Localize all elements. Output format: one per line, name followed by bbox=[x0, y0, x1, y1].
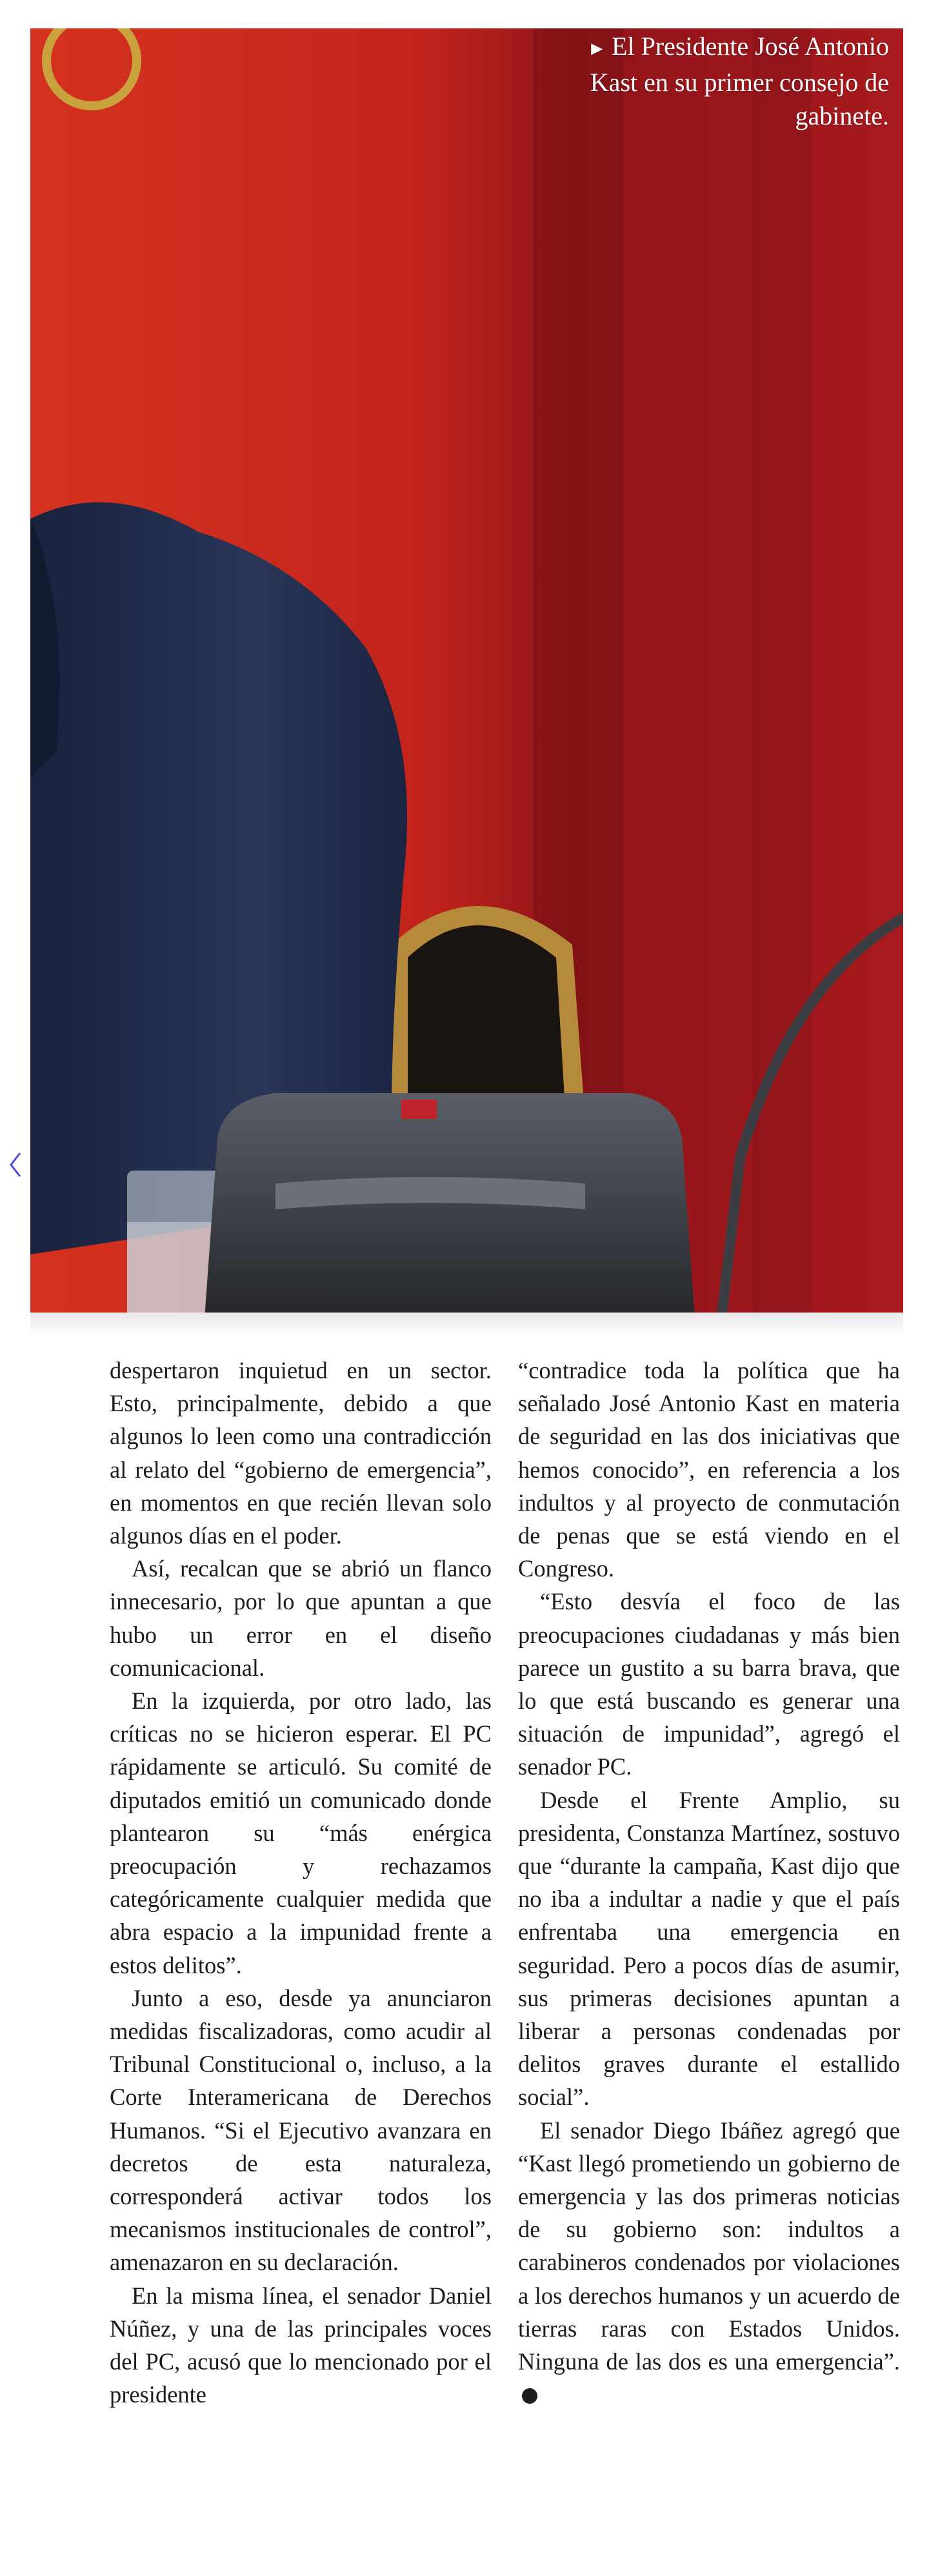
article-paragraph bbox=[518, 1354, 900, 1585]
paragraph-text: despertaron inquietud en un sector. Esto, principalmente, debido a que algunos lo leen como una contradicción al relato del “gobierno de emergencia”, en momentos en que recién llevan solo algunos días en el poder. bbox=[110, 1357, 492, 1549]
paragraph-text: El senador Diego Ibáñez agregó que “Kast llegó prometiendo un gobierno de emergencia y las dos primeras noticias de su gobierno son: indultos a carabineros condenados por violaciones a los derechos humanos y un acuerdo de tierras raras con Estados Unidos. Ninguna de las dos es una emergencia”. bbox=[518, 2117, 900, 2375]
article-paragraph bbox=[518, 1585, 900, 1783]
article-paragraph bbox=[518, 1784, 900, 2114]
paragraph-text: En la izquierda, por otro lado, las críticas no se hicieron esperar. El PC rápidamente se articuló. Su comité de diputados emitió un comunicado donde plantearon su “más enérgica preocupación y rechazamos categóricamente cualquier medida que abra espacio a la impunidad frente a estos delitos”. bbox=[110, 1687, 492, 1978]
photo-caption bbox=[554, 30, 889, 133]
caption-arrow-icon: ► bbox=[587, 38, 607, 59]
paragraph-text: “contradice toda la política que ha señalado José Antonio Kast en materia de seguridad en las dos iniciativas que hemos conocido”, en referencia a los indultos y al proyecto de conmutación de penas que se está viendo en el Congreso. bbox=[518, 1357, 900, 1582]
paragraph-text: Junto a eso, desde ya anunciaron medidas fiscalizadoras, como acudir al Tribunal Constitucional o, incluso, a la Corte Interamericana de Derechos Humanos. “Si el Ejecutivo avanzara en decretos de esta naturaleza, corresponderá activar todos los mecanismos institucionales de control”, amenazaron en su declaración. bbox=[110, 1984, 492, 2276]
photo-illustration bbox=[30, 28, 903, 1337]
chevron-left-icon bbox=[8, 1151, 23, 1179]
article-paragraph bbox=[110, 1552, 492, 1684]
caption-text: El Presidente José Antonio Kast en su primer consejo de gabinete. bbox=[590, 32, 889, 130]
previous-page-button[interactable] bbox=[3, 1142, 28, 1187]
article-paragraph bbox=[518, 2114, 900, 2411]
article-paragraph bbox=[110, 1982, 492, 2279]
article-column-left bbox=[110, 1354, 492, 2411]
curtain-fold bbox=[753, 28, 811, 1337]
table-surface bbox=[30, 1313, 903, 1337]
article-photo bbox=[30, 28, 903, 1337]
article-paragraph bbox=[110, 1684, 492, 1982]
article-body bbox=[110, 1354, 900, 2411]
paragraph-text: Así, recalcan que se abrió un flanco innecesario, por lo que apuntan a que hubo un error en el diseño comunicacional. bbox=[110, 1555, 492, 1681]
article-paragraph bbox=[110, 2279, 492, 2411]
paragraph-text: En la misma línea, el senador Daniel Núñez, y una de las principales voces del PC, acusó que lo mencionado por el presidente bbox=[110, 2282, 492, 2408]
paragraph-text: Desde el Frente Amplio, su presidenta, Constanza Martínez, sostuvo que “durante la campaña, Kast dijo que no iba a indultar a nadie y que el país enfrentaba una emergencia en seguridad. Pero a pocos días de asumir, sus primeras decisiones apuntan a liberar a personas condenadas por delitos graves durante el estallido social”. bbox=[518, 1786, 900, 2111]
article-end-mark-icon bbox=[522, 2388, 537, 2404]
article-paragraph bbox=[110, 1354, 492, 1552]
article-column-right bbox=[518, 1354, 900, 2411]
paragraph-text: “Esto desvía el foco de las preocupaciones ciudadanas y más bien parece un gustito a su barra brava, que lo que está buscando es generar una situación de impunidad”, agregó el senador PC. bbox=[518, 1588, 900, 1780]
